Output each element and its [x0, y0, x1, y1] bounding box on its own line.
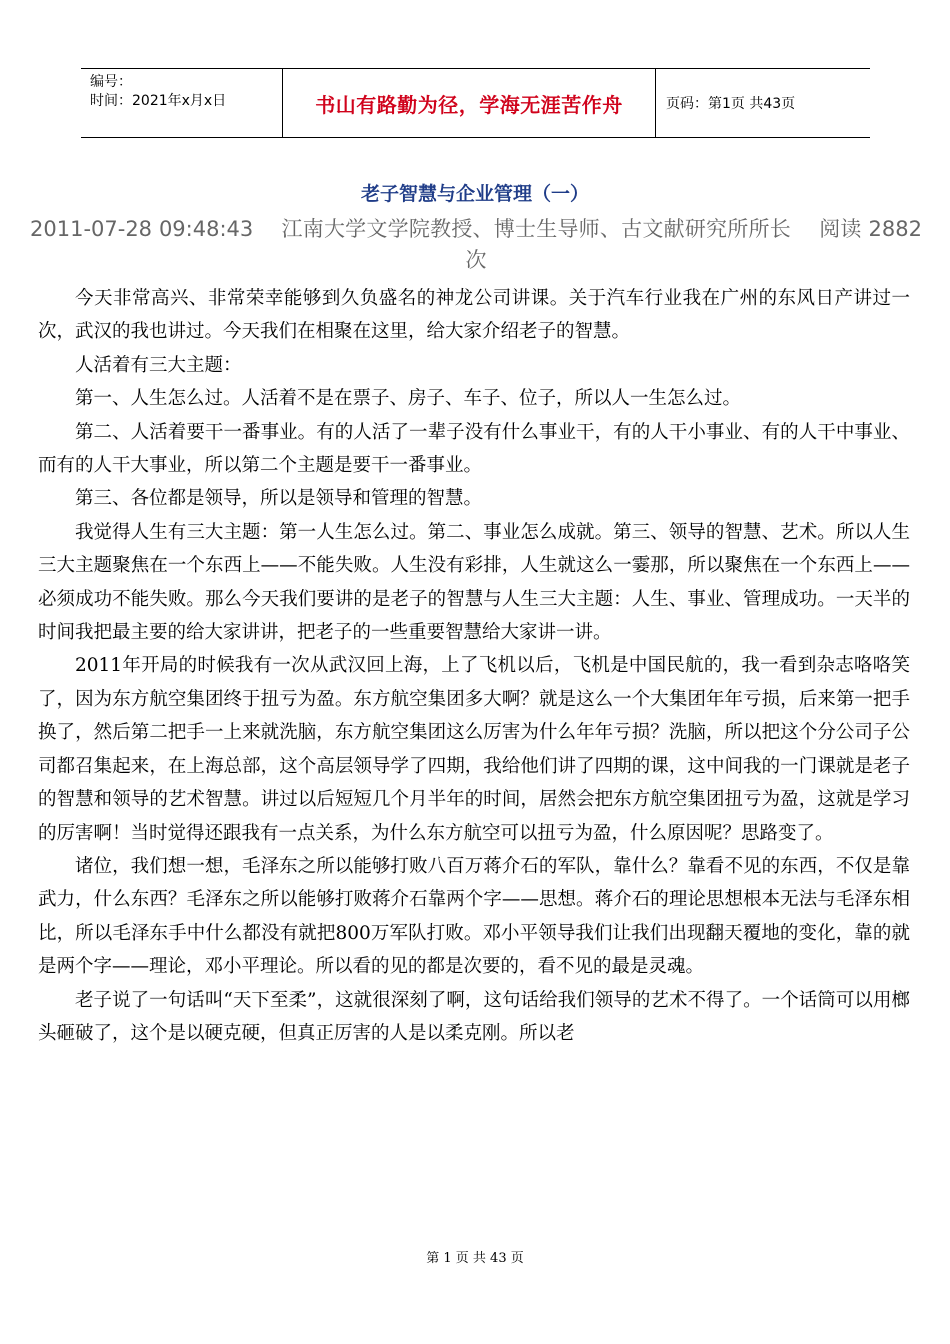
article-views: 阅读 2882 次 [465, 217, 922, 272]
paragraph: 今天非常高兴、非常荣幸能够到久负盛名的神龙公司讲课。关于汽车行业我在广州的东风日产讲过一次，武汉的我也讲过。今天我们在相聚在这里，给大家介绍老子的智慧。 [38, 288, 910, 343]
article-title: 老子智慧与企业管理（一） [360, 183, 589, 205]
paragraph: 老子说了一句话叫“天下至柔”，这就很深刻了啊，这句话给我们领导的艺术不得了。一个话筒可以用榔头砸破了，这个是以硬克硬，但真正厉害的人是以柔克刚。所以老 [38, 989, 910, 1044]
paragraph: 诸位，我们想一想，毛泽东之所以能够打败八百万蒋介石的军队，靠什么？靠看不见的东西，不仅是靠武力，什么东西？毛泽东之所以能够打败蒋介石靠两个字——思想。蒋介石的理论思想根本无法与毛泽东相比，所以毛泽东手中什么都没有就把800万军队打败。邓小平领导我们让我们出现翻天覆地的变化，靠的就是两个字——理论，邓小平理论。所以看的见的都是次要的，看不见的最是灵魂。 [38, 855, 910, 978]
paragraph: 第一、人生怎么过。人活着不是在票子、房子、车子、位子，所以人一生怎么过。 [75, 388, 742, 410]
page-footer: 第 1 页 共 43 页 [426, 1251, 524, 1266]
header-page-number: 页码：第1页 共43页 [666, 96, 796, 112]
paragraph: 人活着有三大主题： [75, 354, 242, 376]
header-motto: 书山有路勤为径，学海无涯苦作舟 [282, 69, 656, 137]
article-author: 江南大学文学院教授、博士生导师、古文献研究所所长 [281, 217, 791, 241]
paragraph: 第二、人活着要干一番事业。有的人活了一辈子没有什么事业干，有的人干小事业、有的人干中事业、而有的人干大事业，所以第二个主题是要干一番事业。 [38, 421, 910, 477]
paragraph: 第三、各位都是领导，所以是领导和管理的智慧。 [75, 488, 483, 510]
paragraph: 2011年开局的时候我有一次从武汉回上海，上了飞机以后，飞机是中国民航的，我一看到杂志咯咯笑了，因为东方航空集团终于扭亏为盈。东方航空集团多大啊？就是这么一个大集团年年亏损，后来第一把手换了，然后第二把手一上来就洗脑，东方航空集团这么厉害为什么年年亏损？洗脑，所以把这个分公司子公司都召集起来，在上海总部，这个高层领导学了四期，我给他们讲了四期的课，这中间我的一门课就是老子的智慧和领导的艺术智慧。讲过以后短短几个月半年的时间，居然会把东方航空集团扭亏为盈，这就是学习的厉害啊！当时觉得还跟我有一点关系，为什么东方航空可以扭亏为盈，什么原因呢？思路变了。 [38, 655, 910, 844]
article-body [38, 282, 910, 1050]
article-meta [30, 214, 922, 276]
article-datetime: 2011-07-28 09:48:43 [30, 217, 254, 241]
document-header [81, 68, 870, 138]
paragraph: 我觉得人生有三大主题：第一人生怎么过。第二、事业怎么成就。第三、领导的智慧、艺术。所以人生三大主题聚焦在一个东西上——不能失败。人生没有彩排，人生就这么一霎那，所以聚焦在一个东西上——必须成功不能失败。那么今天我们要讲的是老子的智慧与人生三大主题：人生、事业、管理成功。一天半的时间我把最主要的给大家讲讲，把老子的一些重要智慧给大家讲一讲。 [38, 521, 910, 644]
header-serial-date: 编号： 时间：2021年x月x日 [90, 74, 227, 109]
